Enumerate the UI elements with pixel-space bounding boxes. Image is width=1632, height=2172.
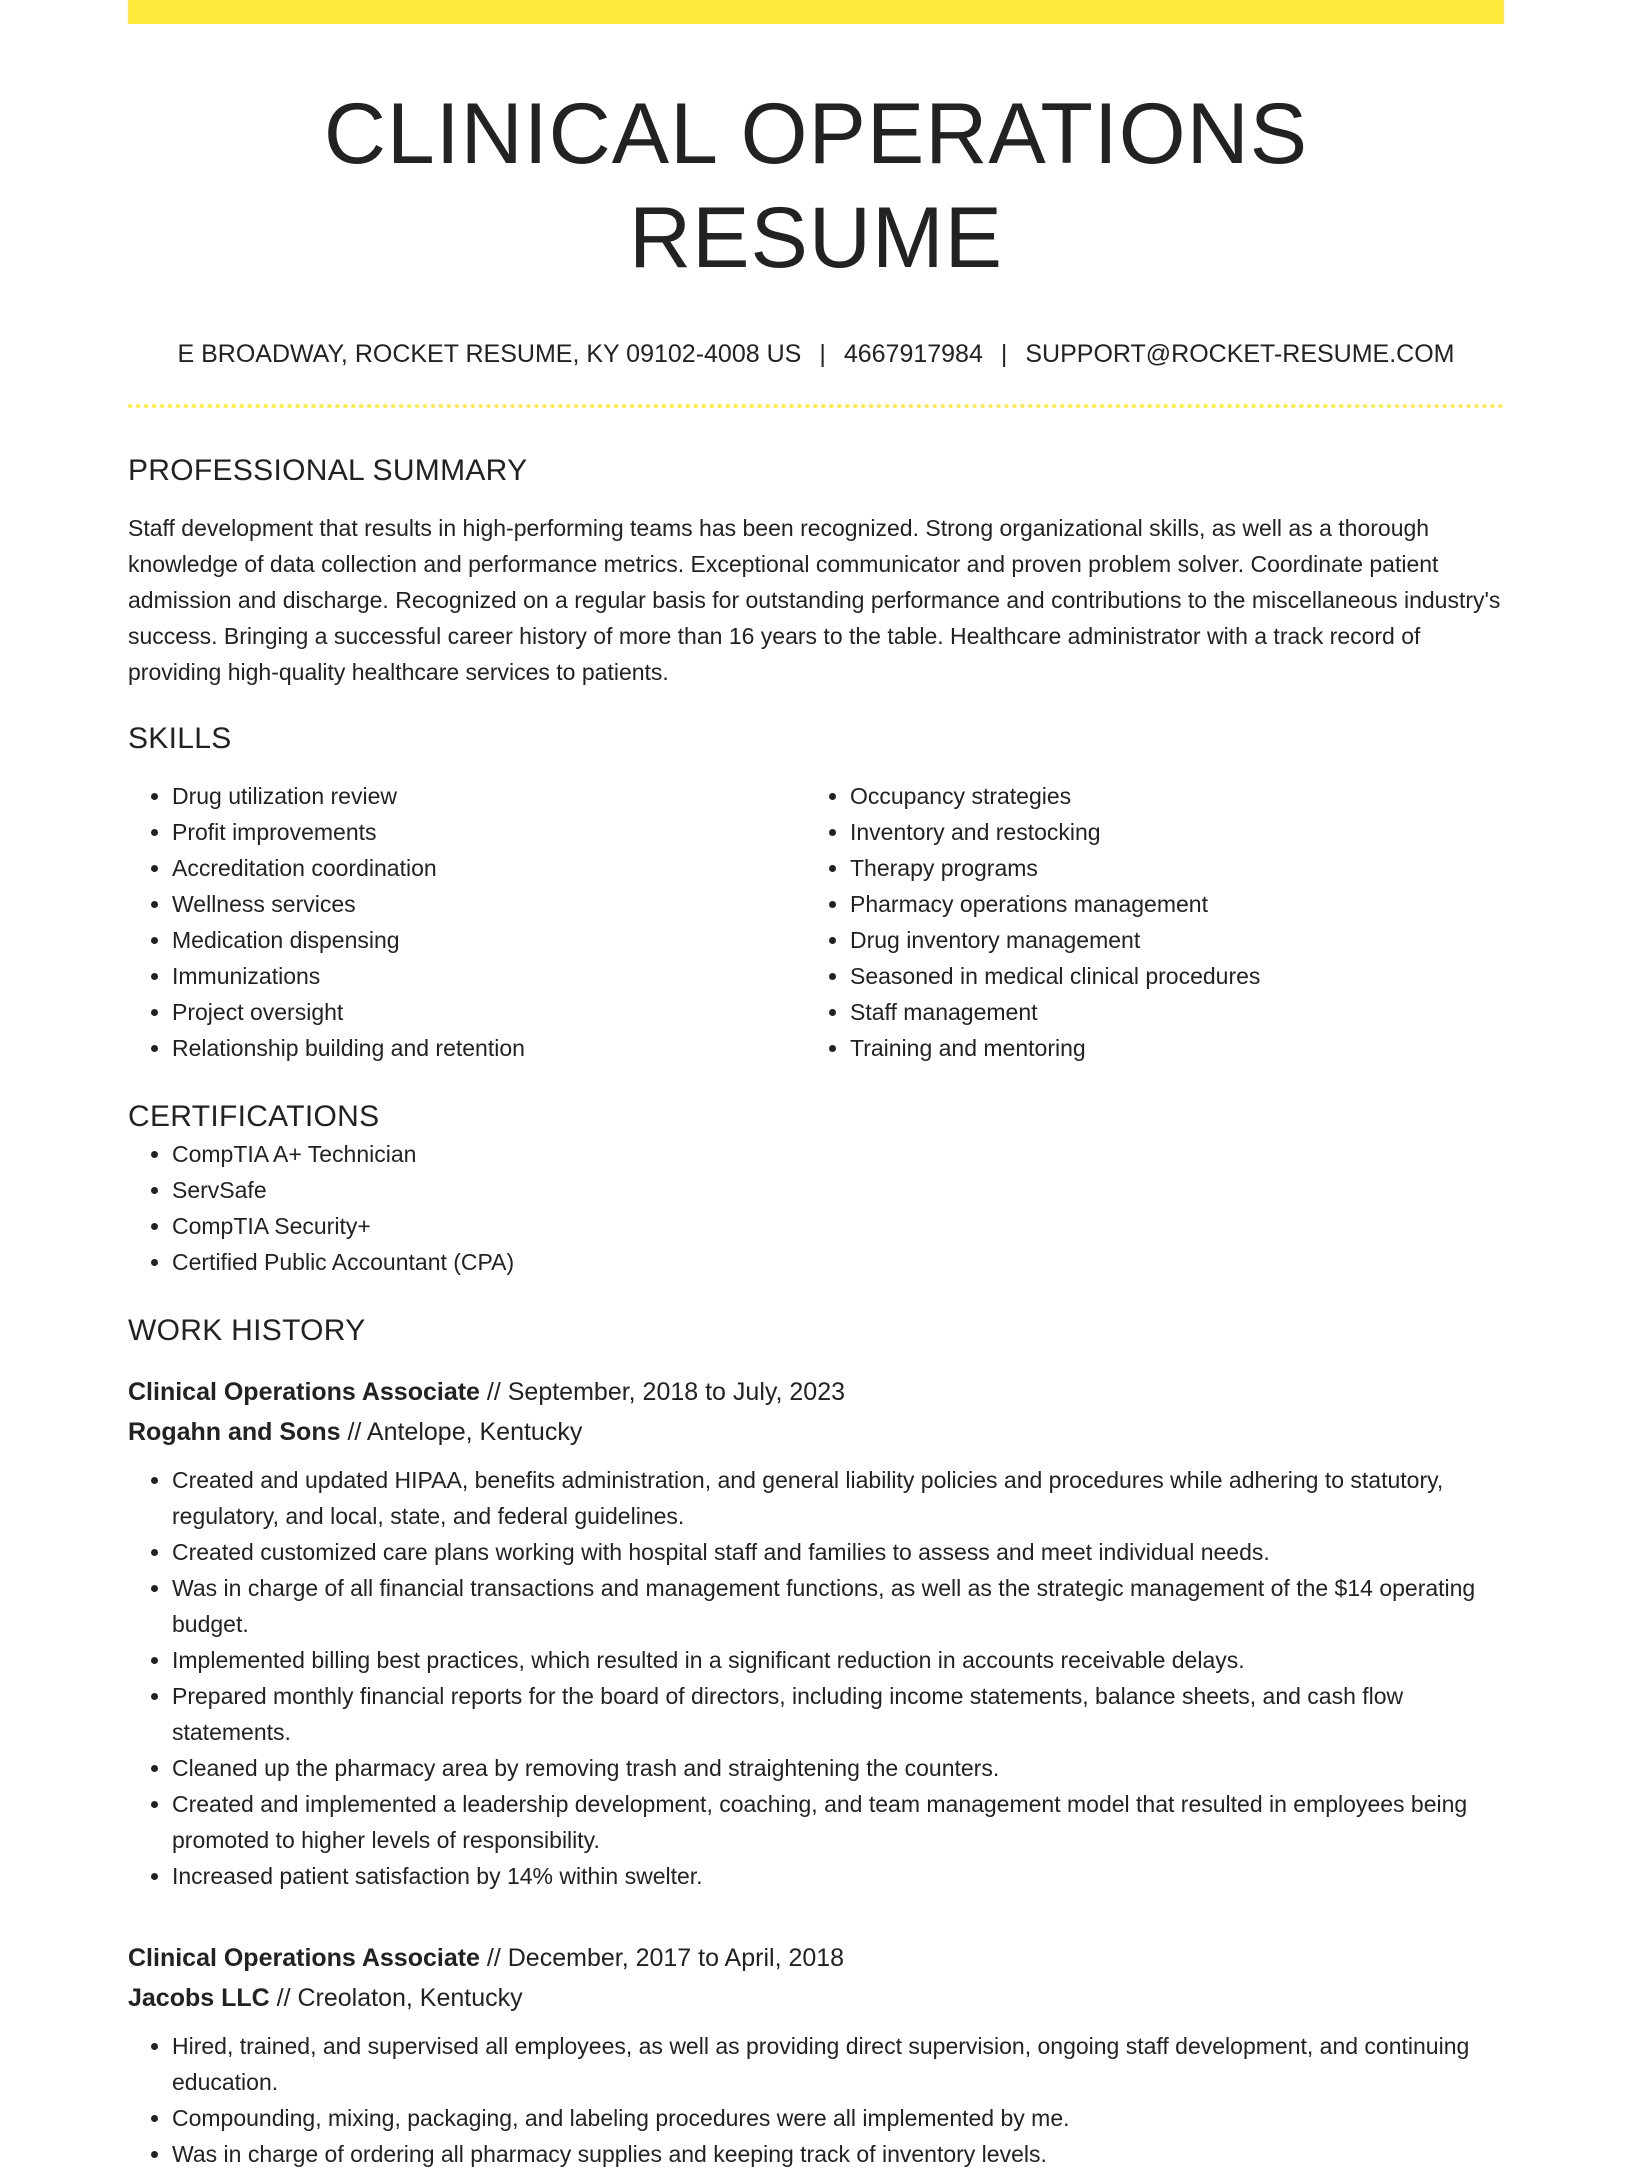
skill-item: • Medication dispensing — [172, 922, 806, 958]
job-company-line — [128, 1978, 1504, 2018]
job-location: // Antelope, Kentucky — [340, 1418, 583, 1446]
contact-phone: 4667917984 — [843, 340, 983, 368]
skill-item: • Accreditation coordination — [172, 850, 806, 886]
skill-item: • Drug utilization review — [172, 778, 806, 814]
skill-item: • Pharmacy operations management — [850, 886, 1484, 922]
skill-item: • Project oversight — [172, 994, 806, 1030]
job-bullet: • Prepared monthly financial reports for the board of directors, including income statements, balance sheets, and cash flow statements. — [172, 1678, 1504, 1750]
certifications-list — [128, 1136, 1504, 1280]
dotted-divider — [128, 404, 1504, 408]
resume-title: CLINICAL OPERATIONS RESUME — [323, 86, 1309, 286]
job-dates: // December, 2017 to April, 2018 — [479, 1944, 845, 1972]
job-bullet: • Was in charge of all financial transactions and management functions, as well as the strategic management of the $14 operating budget. — [172, 1570, 1504, 1642]
skill-item: • Wellness services — [172, 886, 806, 922]
job-company: Jacobs LLC — [128, 1984, 270, 2012]
certification-item: • ServSafe — [172, 1172, 1504, 1208]
accent-top-bar — [128, 0, 1504, 24]
skills-left-list — [128, 778, 806, 1066]
job-bullet: • Created and updated HIPAA, benefits administration, and general liability policies and procedures while adhering to statutory, regulatory, and local, state, and federal guidelines. — [172, 1462, 1504, 1534]
skill-item: • Staff management — [850, 994, 1484, 1030]
job-title-line — [128, 1938, 1504, 1978]
job-location: // Creolaton, Kentucky — [269, 1984, 523, 2012]
contact-line — [128, 338, 1504, 370]
job-entry — [128, 1938, 1504, 2172]
job-bullet: • Hired, trained, and supervised all employees, as well as providing direct supervision, ongoing staff development, and continuing education. — [172, 2028, 1504, 2100]
skill-item: • Relationship building and retention — [172, 1030, 806, 1066]
skill-item: • Drug inventory management — [850, 922, 1484, 958]
skill-item: • Profit improvements — [172, 814, 806, 850]
work-history-heading: WORK HISTORY — [128, 1314, 366, 1347]
contact-separator: | — [819, 340, 826, 368]
job-company-line — [128, 1412, 1504, 1452]
certification-item: • Certified Public Accountant (CPA) — [172, 1244, 1504, 1280]
skill-item: • Immunizations — [172, 958, 806, 994]
skills-heading: SKILLS — [128, 722, 232, 755]
job-bullet: • Was in charge of ordering all pharmacy supplies and keeping track of inventory levels. — [172, 2136, 1504, 2172]
job-bullet: • Compounding, mixing, packaging, and labeling procedures were all implemented by me. — [172, 2100, 1504, 2136]
job-bullet: • Cleaned up the pharmacy area by removing trash and straightening the counters. — [172, 1750, 1504, 1786]
job-bullet: • Created and implemented a leadership development, coaching, and team management model that resulted in employees being promoted to higher levels of responsibility. — [172, 1786, 1504, 1858]
skill-item: • Seasoned in medical clinical procedures — [850, 958, 1484, 994]
certification-item: • CompTIA Security+ — [172, 1208, 1504, 1244]
job-bullet: • Created customized care plans working with hospital staff and families to assess and meet individual needs. — [172, 1534, 1504, 1570]
certification-item: • CompTIA A+ Technician — [172, 1136, 1504, 1172]
job-bullets — [128, 2028, 1504, 2172]
skills-right-list — [806, 778, 1484, 1066]
summary-text: Staff development that results in high-performing teams has been recognized. Strong organizational skills, as well as a thorough knowledge of data collection and performance metrics. Exceptional communicator and proven problem solver. Coordinate patient admission and discharge. Recognized on a regular basis for outstanding performance and contributions to the miscellaneous industry's success. Bringing a successful career history of more than 16 years to the table. Healthcare administrator with a track record of providing high-quality healthcare services to patients. — [128, 515, 1501, 685]
job-role: Clinical Operations Associate — [128, 1944, 480, 1972]
job-title-line — [128, 1372, 1504, 1412]
certifications-heading: CERTIFICATIONS — [128, 1100, 380, 1133]
job-company: Rogahn and Sons — [128, 1418, 341, 1446]
job-entry — [128, 1372, 1504, 1894]
skill-item: • Inventory and restocking — [850, 814, 1484, 850]
skill-item: • Occupancy strategies — [850, 778, 1484, 814]
job-dates: // September, 2018 to July, 2023 — [479, 1378, 846, 1406]
contact-email: SUPPORT@ROCKET-RESUME.COM — [1025, 340, 1455, 368]
skill-item: • Therapy programs — [850, 850, 1484, 886]
skill-item: • Training and mentoring — [850, 1030, 1484, 1066]
job-bullet: • Increased patient satisfaction by 14% within swelter. — [172, 1858, 1504, 1894]
resume-page — [128, 0, 1504, 2167]
skills-columns — [128, 778, 1504, 1066]
job-role: Clinical Operations Associate — [128, 1378, 480, 1406]
job-bullets — [128, 1462, 1504, 1894]
job-bullet: • Implemented billing best practices, which resulted in a significant reduction in accounts receivable delays. — [172, 1642, 1504, 1678]
contact-separator: | — [1000, 340, 1008, 368]
contact-address: E BROADWAY, ROCKET RESUME, KY 09102-4008 US — [177, 340, 802, 368]
summary-heading: PROFESSIONAL SUMMARY — [128, 454, 528, 487]
